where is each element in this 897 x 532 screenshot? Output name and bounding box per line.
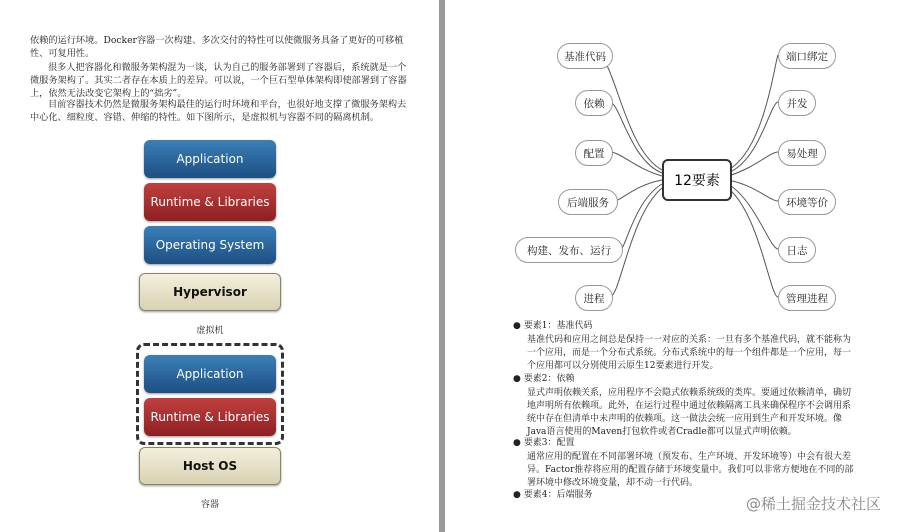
- vm-application-layer: Application: [144, 140, 276, 178]
- node-dependencies: 依赖: [575, 90, 613, 116]
- factor-4-title: ● 要素4：后端服务: [513, 490, 593, 500]
- paragraph-3: 目前容器技术仍然是微服务架构最佳的运行时环境和平台，也很好地支撑了微服务架构去中心化、细粒度、容错、伸缩的特性。如下图所示，是虚拟机与容器不同的隔离机制。: [30, 99, 407, 123]
- container-application-layer: Application: [144, 355, 276, 393]
- node-dev-prod-parity: 环境等价: [778, 189, 836, 215]
- right-page: [445, 0, 897, 532]
- node-disposability: 易处理: [778, 140, 826, 166]
- factor-2-body: 显式声明依赖关系，应用程序不会隐式依赖系统级的类库。要通过依赖清单，确切地声明所有依赖项。此外，在运行过程中通过依赖隔离工具来确保程序不会调用系统中存在但清单中未声明的依赖项。这一做法会统一应用到生产和开发环境。像Java语言使用的Maven打包软件或者Cradle都可以显式声明依赖。: [527, 388, 852, 437]
- node-codebase: 基准代码: [557, 43, 613, 69]
- node-build-release-run: 构建、发布、运行: [515, 237, 623, 263]
- paragraph-2: 很多人把容器化和微服务架构混为一谈，认为自己的服务部署到了容器后，系统就是一个微服务架构了。其实二者存在本质上的差异。可以说，一个巨石型单体架构即使部署到了容器上，依然无法改变它架构上的“拙劣”。: [30, 62, 407, 99]
- vm-runtime-layer: Runtime & Libraries: [144, 183, 276, 221]
- paragraph-1: 依赖的运行环境。Docker容器一次构建、多次交付的特性可以使微服务具备了更好的可移植性、可复用性。: [30, 35, 404, 59]
- node-port-binding: 端口绑定: [778, 43, 836, 69]
- host-os-layer: Host OS: [139, 447, 281, 485]
- factor-3-title: ● 要素3：配置: [513, 438, 575, 448]
- factor-2-title: ● 要素2：依赖: [513, 374, 575, 384]
- node-admin-processes: 管理进程: [778, 285, 836, 311]
- vm-caption: 虚拟机: [196, 326, 224, 336]
- mindmap-center: 12要素: [662, 159, 732, 201]
- hypervisor-layer: Hypervisor: [139, 273, 281, 311]
- node-logs: 日志: [778, 237, 816, 263]
- left-page: [0, 0, 439, 532]
- factor-1-title: ● 要素1：基准代码: [513, 321, 593, 331]
- node-config: 配置: [575, 140, 613, 166]
- watermark: @稀土掘金技术社区: [745, 495, 881, 513]
- container-caption: 容器: [200, 500, 219, 510]
- node-processes: 进程: [575, 285, 613, 311]
- node-backing-services: 后端服务: [558, 189, 618, 215]
- factor-1-body: 基准代码和应用之间总是保持一一对应的关系：一旦有多个基准代码，就不能称为一个应用，而是一个分布式系统。分布式系统中的每一个组件都是一个应用，每一个应用都可以分别使用云原生12要素进行开发。: [527, 335, 852, 371]
- node-concurrency: 并发: [778, 90, 816, 116]
- factor-3-body: 通常应用的配置在不同部署环境（预发布、生产环境、开发环境等）中会有很大差异。Factor推荐将应用的配置存储于环境变量中。我们可以非常方便地在不同的部署环境中修改环境变量，却不动一行代码。: [527, 452, 854, 488]
- container-runtime-layer: Runtime & Libraries: [144, 398, 276, 436]
- vm-os-layer: Operating System: [144, 226, 276, 264]
